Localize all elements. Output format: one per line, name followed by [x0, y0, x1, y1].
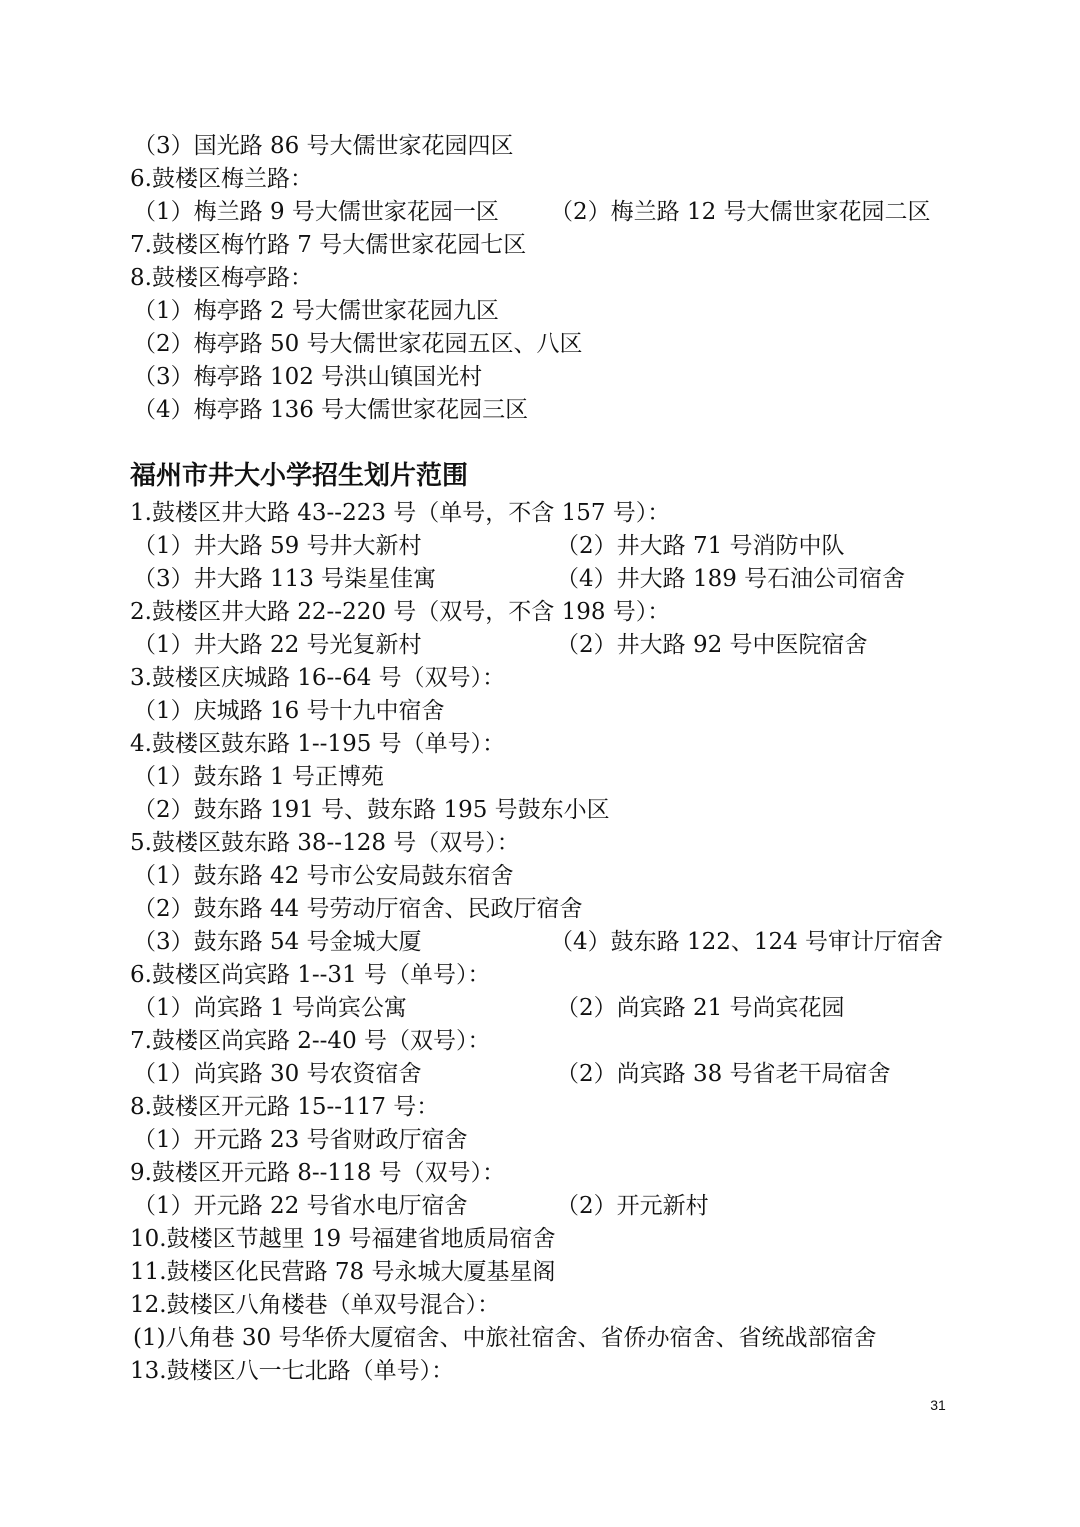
list-item: 6.鼓楼区梅兰路： [130, 166, 313, 192]
list-item: （2）梅兰路 12 号大儒世家花园二区 [550, 199, 931, 225]
list-item: (1)八角巷 30 号华侨大厦宿舍、中旅社宿舍、省侨办宿舍、省统战部宿舍 [133, 1325, 877, 1351]
list-item: （1）鼓东路 42 号市公安局鼓东宿舍 [133, 863, 514, 889]
list-item-pair [130, 992, 970, 1025]
list-item: （1）梅兰路 9 号大儒世家花园一区 [133, 199, 499, 225]
list-item: 2.鼓楼区井大路 22--220 号（双号，不含 198 号）： [130, 599, 671, 625]
list-item-pair [130, 1058, 970, 1091]
list-item: （2）鼓东路 191 号、鼓东路 195 号鼓东小区 [133, 797, 610, 823]
list-item: 3.鼓楼区庆城路 16--64 号（双号）： [130, 665, 506, 691]
list-item: 1.鼓楼区井大路 43--223 号（单号，不含 157 号）： [130, 500, 671, 526]
list-item: 10.鼓楼区节越里 19 号福建省地质局宿舍 [130, 1226, 556, 1252]
list-item: （2）尚宾路 38 号省老干局宿舍 [556, 1061, 891, 1087]
list-item: （4）井大路 189 号石油公司宿舍 [556, 566, 906, 592]
list-item-pair [130, 530, 970, 563]
list-item: （3）井大路 113 号柒星佳寓 [133, 566, 437, 592]
list-item-pair [130, 926, 970, 959]
list-item: 7.鼓楼区梅竹路 7 号大儒世家花园七区 [130, 232, 527, 258]
list-item: （3）国光路 86 号大儒世家花园四区 [133, 133, 514, 159]
list-item: （1）梅亭路 2 号大儒世家花园九区 [133, 298, 499, 324]
list-item: 7.鼓楼区尚宾路 2--40 号（双号）： [130, 1028, 491, 1054]
list-item: 8.鼓楼区开元路 15--117 号： [130, 1094, 440, 1120]
list-item: 12.鼓楼区八角楼巷（单双号混合）： [130, 1292, 501, 1318]
list-item: 6.鼓楼区尚宾路 1--31 号（单号）： [130, 962, 491, 988]
list-item: （2）井大路 71 号消防中队 [556, 533, 845, 559]
list-item: （1）鼓东路 1 号正博苑 [133, 764, 384, 790]
page-number: 31 [930, 1397, 946, 1413]
list-item: （1）开元路 23 号省财政厅宿舍 [133, 1127, 468, 1153]
list-item: 8.鼓楼区梅亭路： [130, 265, 313, 291]
list-item: （1）井大路 22 号光复新村 [133, 632, 422, 658]
list-item-pair [130, 1190, 970, 1223]
list-item: （2）尚宾路 21 号尚宾花园 [556, 995, 845, 1021]
list-item: （2）井大路 92 号中医院宿舍 [556, 632, 868, 658]
list-item: 5.鼓楼区鼓东路 38--128 号（双号）： [130, 830, 520, 856]
list-item: （1）开元路 22 号省水电厅宿舍 [133, 1193, 468, 1219]
list-item-pair [130, 563, 970, 596]
list-item: 11.鼓楼区化民营路 78 号永城大厦基星阁 [130, 1259, 556, 1285]
list-item: （4）鼓东路 122、124 号审计厅宿舍 [550, 929, 944, 955]
list-item: （3）鼓东路 54 号金城大厦 [133, 929, 422, 955]
list-item: （2）开元新村 [556, 1193, 709, 1219]
list-item: 9.鼓楼区开元路 8--118 号（双号）： [130, 1160, 506, 1186]
list-item: （2）鼓东路 44 号劳动厅宿舍、民政厅宿舍 [133, 896, 583, 922]
list-item-pair [130, 196, 970, 229]
list-item: （4）梅亭路 136 号大儒世家花园三区 [133, 397, 529, 423]
list-item: （3）梅亭路 102 号洪山镇国光村 [133, 364, 483, 390]
list-item: （1）尚宾路 30 号农资宿舍 [133, 1061, 422, 1087]
list-item: 4.鼓楼区鼓东路 1--195 号（单号）： [130, 731, 506, 757]
document-body [130, 130, 970, 1388]
list-item: 13.鼓楼区八一七北路（单号）： [130, 1358, 455, 1384]
section-heading: 福州市井大小学招生划片范围 [130, 461, 469, 491]
list-item: （1）庆城路 16 号十九中宿舍 [133, 698, 445, 724]
list-item: （1）尚宾路 1 号尚宾公寓 [133, 995, 407, 1021]
list-item: （1）井大路 59 号井大新村 [133, 533, 422, 559]
list-item-pair [130, 629, 970, 662]
list-item: （2）梅亭路 50 号大儒世家花园五区、八区 [133, 331, 583, 357]
